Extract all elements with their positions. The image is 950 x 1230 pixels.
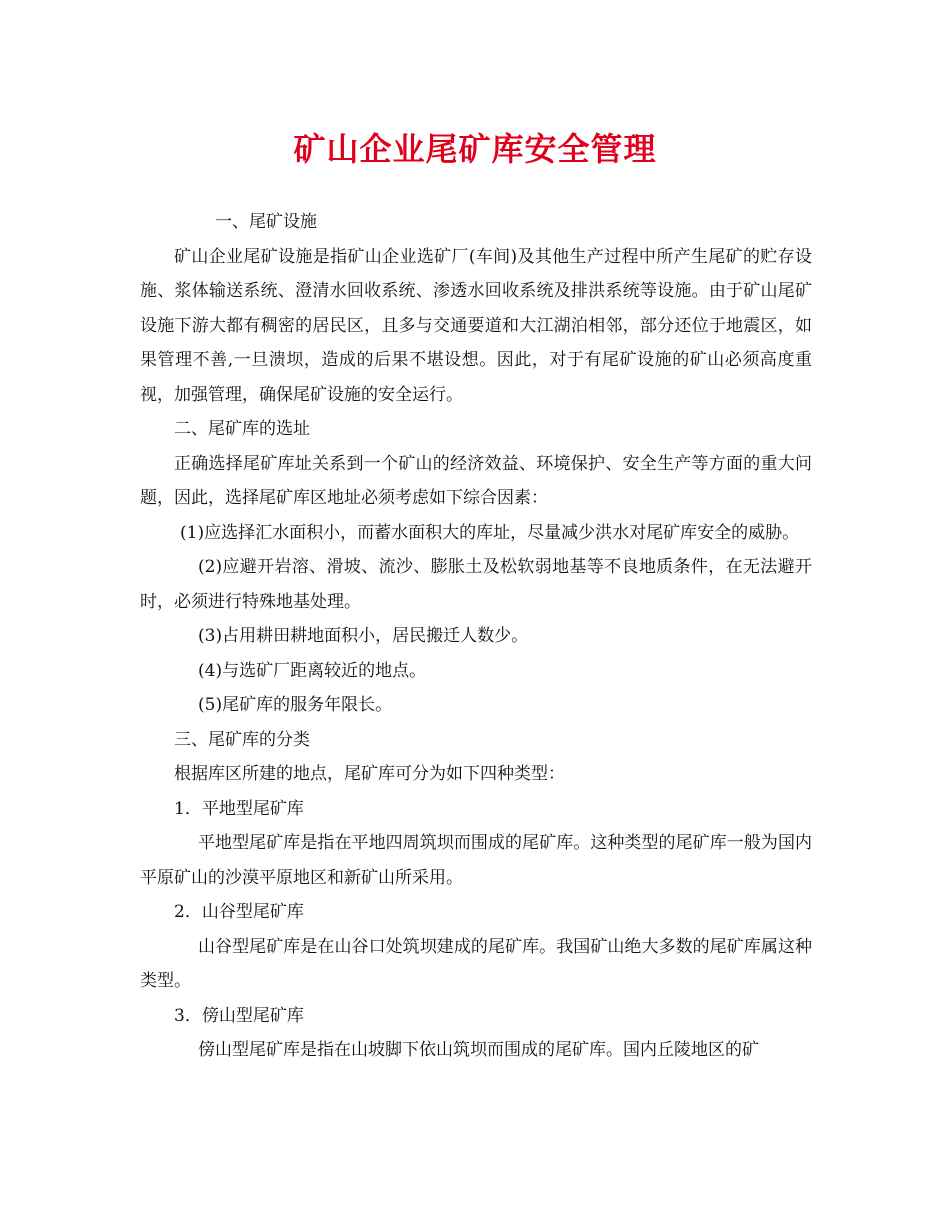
document-title: 矿山企业尾矿库安全管理 [293, 130, 657, 168]
paragraph-tailings-facilities: 矿山企业尾矿设施是指矿山企业选矿厂(车间)及其他生产过程中所产生尾矿的贮存设施、浆体输送系统、澄清水回收系统、渗透水回收系统及排洪系统等设施。由于矿山尾矿设施下游大都有稠密的居民区，且多与交通要道和大江湖泊相邻，部分还位于地震区，如果管理不善,一旦溃坝，造成的后果不堪设想。因此，对于有尾矿设施的矿山必须高度重视，加强管理，确保尾矿设施的安全运行。 [140, 246, 812, 405]
subheading-2: 2．山谷型尾矿库 [174, 902, 304, 922]
list-item-4: (4)与选矿厂距离较近的地点。 [198, 660, 427, 681]
paragraph-hillside-type: 傍山型尾矿库是指在山坡脚下依山筑坝而围成的尾矿库。国内丘陵地区的矿 [198, 1040, 759, 1060]
list-item-3: (3)占用耕田耕地面积小，居民搬迁人数少。 [198, 626, 529, 646]
subheading-1: 1．平地型尾矿库 [174, 798, 304, 819]
paragraph-site-selection: 正确选择尾矿库址关系到一个矿山的经济效益、环境保护、安全生产等方面的重大问题，因此，选择尾矿库区地址必须考虑如下综合因素： [140, 453, 812, 508]
list-item-2: (2)应避开岩溶、滑坡、流沙、膨胀土及松软弱地基等不良地质条件，在无法避开时，必须进行特殊地基处理。 [140, 557, 812, 612]
section-heading-1: 一、尾矿设施 [215, 212, 317, 232]
section-heading-2: 二、尾矿库的选址 [174, 419, 310, 439]
document-body [140, 205, 812, 1068]
list-item-1: (1)应选择汇水面积小，而蓄水面积大的库址，尽量减少洪水对尾矿库安全的威胁。 [180, 522, 800, 543]
section-heading-3: 三、尾矿库的分类 [174, 729, 310, 750]
paragraph-classification-intro: 根据库区所建的地点，尾矿库可分为如下四种类型： [174, 764, 565, 784]
paragraph-flatland-type: 平地型尾矿库是指在平地四周筑坝而围成的尾矿库。这种类型的尾矿库一般为国内平原矿山的沙漠平原地区和新矿山所采用。 [140, 833, 812, 888]
paragraph-valley-type: 山谷型尾矿库是在山谷口处筑坝建成的尾矿库。我国矿山绝大多数的尾矿库属这种类型。 [140, 936, 812, 991]
list-item-5: (5)尾矿库的服务年限长。 [198, 695, 393, 715]
subheading-3: 3．傍山型尾矿库 [174, 1005, 304, 1026]
